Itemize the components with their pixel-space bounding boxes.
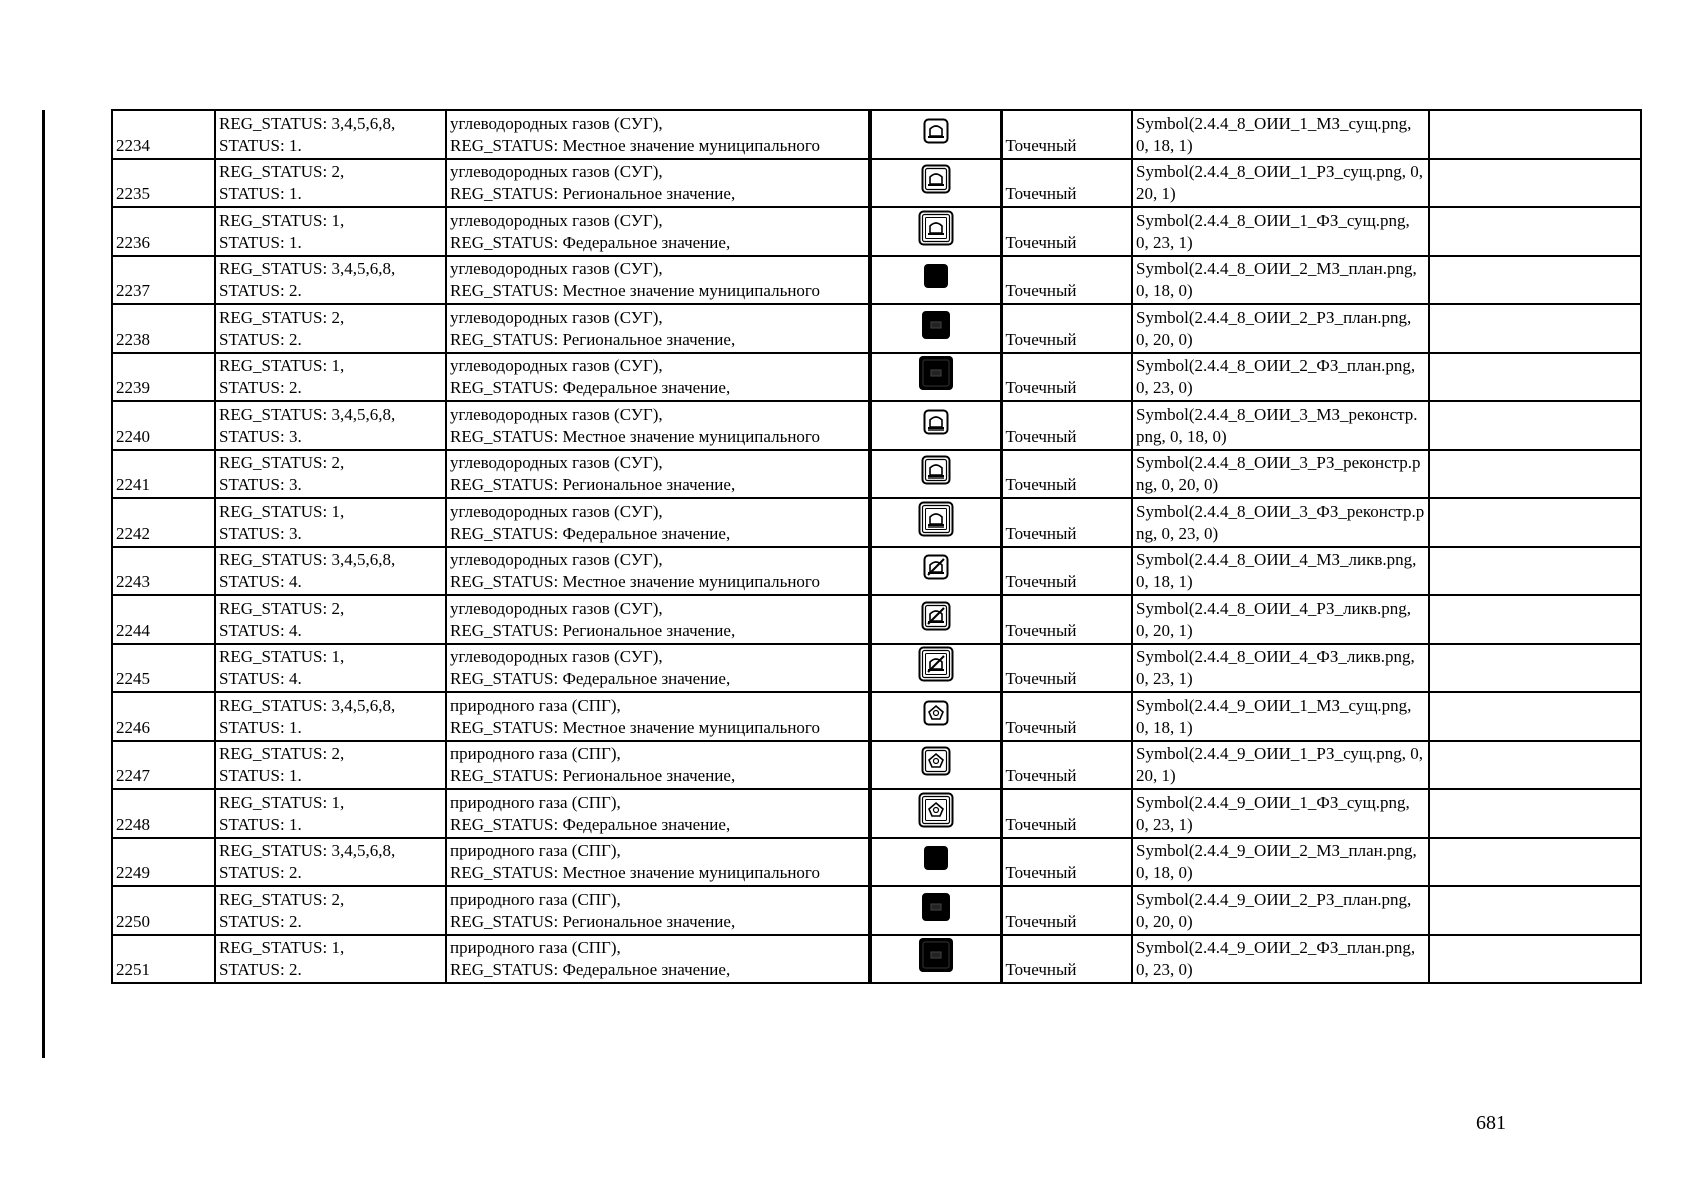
empty-cell: [1429, 644, 1641, 693]
symbol-expression-cell: [1132, 789, 1429, 838]
row-number: 2242: [116, 523, 150, 543]
description-line-1: углеводородных газов (СУГ),: [450, 113, 663, 133]
symbol-expression: Symbol(2.4.4_8_ОИИ_2_ФЗ_план.png, 0, 23, 0): [1136, 356, 1416, 397]
symbol-expression: Symbol(2.4.4_8_ОИИ_4_МЗ_ликв.png, 0, 18, 1): [1136, 550, 1417, 591]
symbol-expression-cell: [1132, 595, 1429, 644]
geometry-type-cell: [1001, 886, 1132, 935]
condition-cell: [215, 159, 446, 208]
symbol-expression: Symbol(2.4.4_8_ОИИ_3_РЗ_реконстр.png, 0, 20, 0): [1136, 453, 1421, 494]
description-line-1: углеводородных газов (СУГ),: [450, 598, 663, 618]
condition-cell: [215, 741, 446, 790]
row-number-cell: [112, 159, 215, 208]
condition-status: STATUS: 3.: [219, 523, 302, 543]
condition-cell: [215, 838, 446, 887]
empty-cell: [1429, 207, 1641, 256]
table-row: [112, 256, 1641, 305]
description-line-2: REG_STATUS: Местное значение муниципального: [450, 863, 820, 882]
geometry-type: Точечный: [1005, 911, 1077, 931]
condition-cell: [215, 450, 446, 499]
condition-reg-status: REG_STATUS: 1,: [219, 647, 345, 666]
description-line-1: природного газа (СПГ),: [450, 744, 621, 763]
symbol-expression-cell: [1132, 547, 1429, 596]
symbol-cell: [870, 789, 1001, 838]
description-line-1: углеводородных газов (СУГ),: [450, 162, 663, 181]
description-line-2: REG_STATUS: Местное значение муниципального: [450, 281, 820, 300]
geometry-type: Точечный: [1005, 281, 1077, 300]
description-cell: [446, 353, 870, 402]
description-cell: [446, 789, 870, 838]
description-line-2: REG_STATUS: Федеральное значение,: [450, 523, 731, 543]
condition-reg-status: REG_STATUS: 1,: [219, 501, 345, 521]
description-cell: [446, 935, 870, 984]
geometry-type: Точечный: [1005, 378, 1077, 397]
row-number-cell: [112, 498, 215, 547]
condition-cell: [215, 110, 446, 159]
symbol-expression: Symbol(2.4.4_9_ОИИ_1_РЗ_сущ.png, 0, 20, 1): [1136, 744, 1423, 785]
symbol-cell: [870, 401, 1001, 450]
geometry-type: Точечный: [1005, 863, 1077, 882]
empty-cell: [1429, 498, 1641, 547]
margin-rule: [42, 110, 45, 1058]
geometry-type: Точечный: [1005, 572, 1077, 591]
symbol-expression: Symbol(2.4.4_9_ОИИ_2_РЗ_план.png, 0, 20, 0): [1136, 889, 1412, 931]
symbol-cell: [870, 304, 1001, 353]
geometry-type-cell: [1001, 353, 1132, 402]
condition-reg-status: REG_STATUS: 3,4,5,6,8,: [219, 695, 396, 715]
geometry-type: Точечный: [1005, 960, 1077, 979]
description-line-1: углеводородных газов (СУГ),: [450, 356, 663, 375]
empty-cell: [1429, 886, 1641, 935]
table-row: [112, 159, 1641, 208]
condition-status: STATUS: 1.: [219, 184, 302, 203]
description-cell: [446, 595, 870, 644]
description-line-1: углеводородных газов (СУГ),: [450, 647, 663, 666]
row-number: 2237: [116, 281, 150, 300]
description-line-2: REG_STATUS: Федеральное значение,: [450, 669, 731, 688]
symbol-expression: Symbol(2.4.4_8_ОИИ_1_ФЗ_сущ.png, 0, 23, 1): [1136, 210, 1410, 252]
condition-status: STATUS: 4.: [219, 620, 302, 640]
description-cell: [446, 110, 870, 159]
symbol-expression-cell: [1132, 450, 1429, 499]
table-row: [112, 741, 1641, 790]
table-row: [112, 838, 1641, 887]
row-number: 2249: [116, 863, 150, 882]
geometry-type: Точечный: [1005, 329, 1077, 349]
symbol-expression: Symbol(2.4.4_8_ОИИ_4_ФЗ_ликв.png, 0, 23, 1): [1136, 647, 1415, 688]
lpg-local-existing-icon: [923, 118, 949, 150]
geometry-type-cell: [1001, 401, 1132, 450]
row-number-cell: [112, 886, 215, 935]
row-number: 2250: [116, 911, 150, 931]
condition-cell: [215, 595, 446, 644]
geometry-type: Точечный: [1005, 426, 1077, 446]
symbol-expression-cell: [1132, 741, 1429, 790]
symbol-cell: [870, 886, 1001, 935]
geometry-type: Точечный: [1005, 523, 1077, 543]
geometry-type: Точечный: [1005, 232, 1077, 252]
description-line-2: REG_STATUS: Региональное значение,: [450, 475, 736, 494]
condition-reg-status: REG_STATUS: 3,4,5,6,8,: [219, 550, 396, 569]
empty-cell: [1429, 304, 1641, 353]
lpg-regional-existing-icon: [921, 164, 951, 200]
row-number: 2244: [116, 620, 150, 640]
condition-status: STATUS: 1.: [219, 766, 302, 785]
symbol-expression: Symbol(2.4.4_8_ОИИ_4_РЗ_ликв.png, 0, 20, 1): [1136, 598, 1411, 640]
row-number-cell: [112, 789, 215, 838]
symbol-expression-cell: [1132, 304, 1429, 353]
row-number-cell: [112, 595, 215, 644]
lng-federal-existing-icon: [918, 792, 954, 834]
row-number-cell: [112, 207, 215, 256]
table-row: [112, 644, 1641, 693]
row-number: 2247: [116, 766, 150, 785]
geometry-type-cell: [1001, 741, 1132, 790]
description-cell: [446, 304, 870, 353]
empty-cell: [1429, 547, 1641, 596]
condition-cell: [215, 498, 446, 547]
description-cell: [446, 886, 870, 935]
row-number-cell: [112, 450, 215, 499]
empty-cell: [1429, 159, 1641, 208]
description-line-2: REG_STATUS: Региональное значение,: [450, 766, 736, 785]
geometry-type-cell: [1001, 256, 1132, 305]
empty-cell: [1429, 256, 1641, 305]
symbol-expression: Symbol(2.4.4_9_ОИИ_1_МЗ_сущ.png, 0, 18, 1): [1136, 695, 1412, 737]
geometry-type: Точечный: [1005, 184, 1077, 203]
row-number: 2248: [116, 814, 150, 834]
row-number-cell: [112, 692, 215, 741]
symbol-expression-cell: [1132, 692, 1429, 741]
condition-status: STATUS: 4.: [219, 572, 302, 591]
geometry-type: Точечный: [1005, 717, 1077, 737]
description-cell: [446, 159, 870, 208]
condition-reg-status: REG_STATUS: 3,4,5,6,8,: [219, 404, 396, 424]
empty-cell: [1429, 692, 1641, 741]
condition-cell: [215, 256, 446, 305]
condition-reg-status: REG_STATUS: 2,: [219, 744, 345, 763]
symbol-expression-cell: [1132, 401, 1429, 450]
empty-cell: [1429, 595, 1641, 644]
empty-cell: [1429, 935, 1641, 984]
description-cell: [446, 838, 870, 887]
description-line-1: углеводородных газов (СУГ),: [450, 550, 663, 569]
description-line-2: REG_STATUS: Местное значение муниципального: [450, 572, 820, 591]
symbol-expression-cell: [1132, 207, 1429, 256]
condition-status: STATUS: 2.: [219, 911, 302, 931]
table-row: [112, 304, 1641, 353]
description-cell: [446, 741, 870, 790]
lng-regional-planned-icon: [921, 892, 951, 928]
condition-status: STATUS: 1.: [219, 814, 302, 834]
symbol-table-body: [112, 110, 1641, 983]
condition-status: STATUS: 2.: [219, 329, 302, 349]
symbol-cell: [870, 935, 1001, 984]
lpg-regional-reconstruction-icon: [921, 455, 951, 491]
symbol-expression: Symbol(2.4.4_9_ОИИ_2_ФЗ_план.png, 0, 23, 0): [1136, 938, 1416, 979]
description-line-1: природного газа (СПГ),: [450, 695, 621, 715]
condition-reg-status: REG_STATUS: 1,: [219, 356, 345, 375]
description-cell: [446, 450, 870, 499]
symbol-expression: Symbol(2.4.4_8_ОИИ_1_МЗ_сущ.png, 0, 18, 1): [1136, 113, 1412, 155]
geometry-type-cell: [1001, 159, 1132, 208]
lng-regional-existing-icon: [921, 746, 951, 782]
description-cell: [446, 256, 870, 305]
table-row: [112, 547, 1641, 596]
row-number: 2236: [116, 232, 150, 252]
description-line-2: REG_STATUS: Местное значение муниципального: [450, 135, 820, 155]
table-row: [112, 498, 1641, 547]
condition-status: STATUS: 2.: [219, 378, 302, 397]
row-number-cell: [112, 644, 215, 693]
condition-cell: [215, 353, 446, 402]
empty-cell: [1429, 353, 1641, 402]
condition-reg-status: REG_STATUS: 3,4,5,6,8,: [219, 259, 396, 278]
row-number: 2251: [116, 960, 150, 979]
geometry-type-cell: [1001, 304, 1132, 353]
condition-reg-status: REG_STATUS: 1,: [219, 210, 345, 230]
table-row: [112, 450, 1641, 499]
symbol-cell: [870, 547, 1001, 596]
symbol-cell: [870, 110, 1001, 159]
empty-cell: [1429, 110, 1641, 159]
geometry-type-cell: [1001, 692, 1132, 741]
description-line-1: углеводородных газов (СУГ),: [450, 453, 663, 472]
symbol-cell: [870, 498, 1001, 547]
lpg-federal-liquidation-icon: [918, 646, 954, 688]
table-row: [112, 692, 1641, 741]
row-number-cell: [112, 547, 215, 596]
geometry-type-cell: [1001, 547, 1132, 596]
condition-cell: [215, 207, 446, 256]
symbol-expression: Symbol(2.4.4_8_ОИИ_3_ФЗ_реконстр.png, 0, 23, 0): [1136, 501, 1425, 543]
condition-reg-status: REG_STATUS: 2,: [219, 307, 345, 327]
row-number-cell: [112, 935, 215, 984]
symbol-expression: Symbol(2.4.4_8_ОИИ_3_МЗ_реконстр.png, 0, 18, 0): [1136, 404, 1418, 446]
row-number: 2234: [116, 135, 150, 155]
geometry-type-cell: [1001, 838, 1132, 887]
description-cell: [446, 547, 870, 596]
description-line-2: REG_STATUS: Федеральное значение,: [450, 814, 731, 834]
description-line-2: REG_STATUS: Региональное значение,: [450, 620, 736, 640]
symbol-expression-cell: [1132, 110, 1429, 159]
table-row: [112, 886, 1641, 935]
condition-reg-status: REG_STATUS: 2,: [219, 598, 345, 618]
empty-cell: [1429, 450, 1641, 499]
empty-cell: [1429, 401, 1641, 450]
description-line-1: углеводородных газов (СУГ),: [450, 259, 663, 278]
symbol-expression-cell: [1132, 498, 1429, 547]
row-number: 2238: [116, 329, 150, 349]
condition-status: STATUS: 2.: [219, 960, 302, 979]
description-cell: [446, 207, 870, 256]
condition-status: STATUS: 1.: [219, 232, 302, 252]
condition-cell: [215, 692, 446, 741]
condition-cell: [215, 401, 446, 450]
symbol-expression-cell: [1132, 159, 1429, 208]
geometry-type-cell: [1001, 644, 1132, 693]
condition-reg-status: REG_STATUS: 2,: [219, 162, 345, 181]
description-line-1: природного газа (СПГ),: [450, 938, 621, 957]
geometry-type-cell: [1001, 498, 1132, 547]
condition-reg-status: REG_STATUS: 2,: [219, 453, 345, 472]
row-number: 2245: [116, 669, 150, 688]
symbol-expression-cell: [1132, 256, 1429, 305]
condition-status: STATUS: 2.: [219, 281, 302, 300]
row-number: 2240: [116, 426, 150, 446]
row-number-cell: [112, 353, 215, 402]
row-number: 2246: [116, 717, 150, 737]
lpg-regional-planned-icon: [921, 310, 951, 346]
lpg-local-liquidation-icon: [923, 554, 949, 586]
lpg-local-reconstruction-icon: [923, 409, 949, 441]
symbol-cell: [870, 595, 1001, 644]
symbol-cell: [870, 450, 1001, 499]
condition-status: STATUS: 1.: [219, 717, 302, 737]
symbol-expression: Symbol(2.4.4_8_ОИИ_2_МЗ_план.png, 0, 18, 0): [1136, 259, 1417, 300]
description-cell: [446, 498, 870, 547]
lpg-federal-planned-icon: [918, 355, 954, 397]
condition-reg-status: REG_STATUS: 3,4,5,6,8,: [219, 841, 396, 860]
row-number-cell: [112, 741, 215, 790]
table-row: [112, 207, 1641, 256]
row-number: 2239: [116, 378, 150, 397]
row-number: 2241: [116, 475, 150, 494]
lpg-local-planned-icon: [923, 263, 949, 295]
description-line-2: REG_STATUS: Местное значение муниципального: [450, 717, 820, 737]
table-row: [112, 595, 1641, 644]
lng-federal-planned-icon: [918, 937, 954, 979]
empty-cell: [1429, 741, 1641, 790]
table-row: [112, 789, 1641, 838]
symbol-expression: Symbol(2.4.4_8_ОИИ_1_РЗ_сущ.png, 0, 20, 1): [1136, 162, 1423, 203]
row-number: 2235: [116, 184, 150, 203]
table-row: [112, 110, 1641, 159]
geometry-type-cell: [1001, 595, 1132, 644]
geometry-type: Точечный: [1005, 620, 1077, 640]
row-number: 2243: [116, 572, 150, 591]
symbol-cell: [870, 644, 1001, 693]
condition-cell: [215, 886, 446, 935]
symbol-expression-cell: [1132, 886, 1429, 935]
symbol-cell: [870, 838, 1001, 887]
condition-reg-status: REG_STATUS: 3,4,5,6,8,: [219, 113, 396, 133]
description-line-1: углеводородных газов (СУГ),: [450, 501, 663, 521]
table-row: [112, 353, 1641, 402]
symbol-cell: [870, 159, 1001, 208]
symbol-expression: Symbol(2.4.4_8_ОИИ_2_РЗ_план.png, 0, 20, 0): [1136, 307, 1412, 349]
description-line-2: REG_STATUS: Региональное значение,: [450, 329, 736, 349]
condition-status: STATUS: 3.: [219, 475, 302, 494]
row-number-cell: [112, 401, 215, 450]
symbol-cell: [870, 256, 1001, 305]
description-line-2: REG_STATUS: Региональное значение,: [450, 911, 736, 931]
condition-reg-status: REG_STATUS: 1,: [219, 792, 345, 812]
description-line-2: REG_STATUS: Федеральное значение,: [450, 378, 731, 397]
symbol-cell: [870, 741, 1001, 790]
geometry-type-cell: [1001, 450, 1132, 499]
description-line-1: углеводородных газов (СУГ),: [450, 307, 663, 327]
description-cell: [446, 692, 870, 741]
condition-cell: [215, 935, 446, 984]
lng-local-planned-icon: [923, 845, 949, 877]
lpg-regional-liquidation-icon: [921, 601, 951, 637]
condition-cell: [215, 789, 446, 838]
symbol-expression-cell: [1132, 353, 1429, 402]
table-row: [112, 401, 1641, 450]
lpg-federal-reconstruction-icon: [918, 501, 954, 543]
description-line-2: REG_STATUS: Федеральное значение,: [450, 960, 731, 979]
geometry-type: Точечный: [1005, 135, 1077, 155]
condition-reg-status: REG_STATUS: 1,: [219, 938, 345, 957]
condition-cell: [215, 644, 446, 693]
description-line-2: REG_STATUS: Региональное значение,: [450, 184, 736, 203]
geometry-type: Точечный: [1005, 475, 1077, 494]
empty-cell: [1429, 838, 1641, 887]
description-line-2: REG_STATUS: Местное значение муниципального: [450, 426, 820, 446]
condition-status: STATUS: 4.: [219, 669, 302, 688]
condition-cell: [215, 547, 446, 596]
table-row: [112, 935, 1641, 984]
geometry-type-cell: [1001, 207, 1132, 256]
symbol-expression-cell: [1132, 644, 1429, 693]
condition-reg-status: REG_STATUS: 2,: [219, 889, 345, 909]
symbol-expression-cell: [1132, 935, 1429, 984]
row-number-cell: [112, 256, 215, 305]
description-line-1: природного газа (СПГ),: [450, 889, 621, 909]
symbol-cell: [870, 353, 1001, 402]
symbol-cell: [870, 207, 1001, 256]
condition-status: STATUS: 3.: [219, 426, 302, 446]
geometry-type: Точечный: [1005, 766, 1077, 785]
description-line-1: углеводородных газов (СУГ),: [450, 404, 663, 424]
geometry-type: Точечный: [1005, 814, 1077, 834]
condition-status: STATUS: 1.: [219, 135, 302, 155]
symbol-expression-cell: [1132, 838, 1429, 887]
symbol-expression: Symbol(2.4.4_9_ОИИ_1_ФЗ_сущ.png, 0, 23, 1): [1136, 792, 1410, 834]
geometry-type-cell: [1001, 935, 1132, 984]
description-line-1: природного газа (СПГ),: [450, 792, 621, 812]
description-cell: [446, 644, 870, 693]
description-line-2: REG_STATUS: Федеральное значение,: [450, 232, 731, 252]
symbol-table: [111, 109, 1642, 984]
lpg-federal-existing-icon: [918, 210, 954, 252]
condition-cell: [215, 304, 446, 353]
lng-local-existing-icon: [923, 700, 949, 732]
row-number-cell: [112, 110, 215, 159]
page-number: 681: [1476, 1112, 1506, 1134]
geometry-type: Точечный: [1005, 669, 1077, 688]
geometry-type-cell: [1001, 110, 1132, 159]
description-cell: [446, 401, 870, 450]
condition-status: STATUS: 2.: [219, 863, 302, 882]
row-number-cell: [112, 304, 215, 353]
geometry-type-cell: [1001, 789, 1132, 838]
symbol-expression: Symbol(2.4.4_9_ОИИ_2_МЗ_план.png, 0, 18, 0): [1136, 841, 1417, 882]
description-line-1: природного газа (СПГ),: [450, 841, 621, 860]
symbol-cell: [870, 692, 1001, 741]
empty-cell: [1429, 789, 1641, 838]
description-line-1: углеводородных газов (СУГ),: [450, 210, 663, 230]
row-number-cell: [112, 838, 215, 887]
